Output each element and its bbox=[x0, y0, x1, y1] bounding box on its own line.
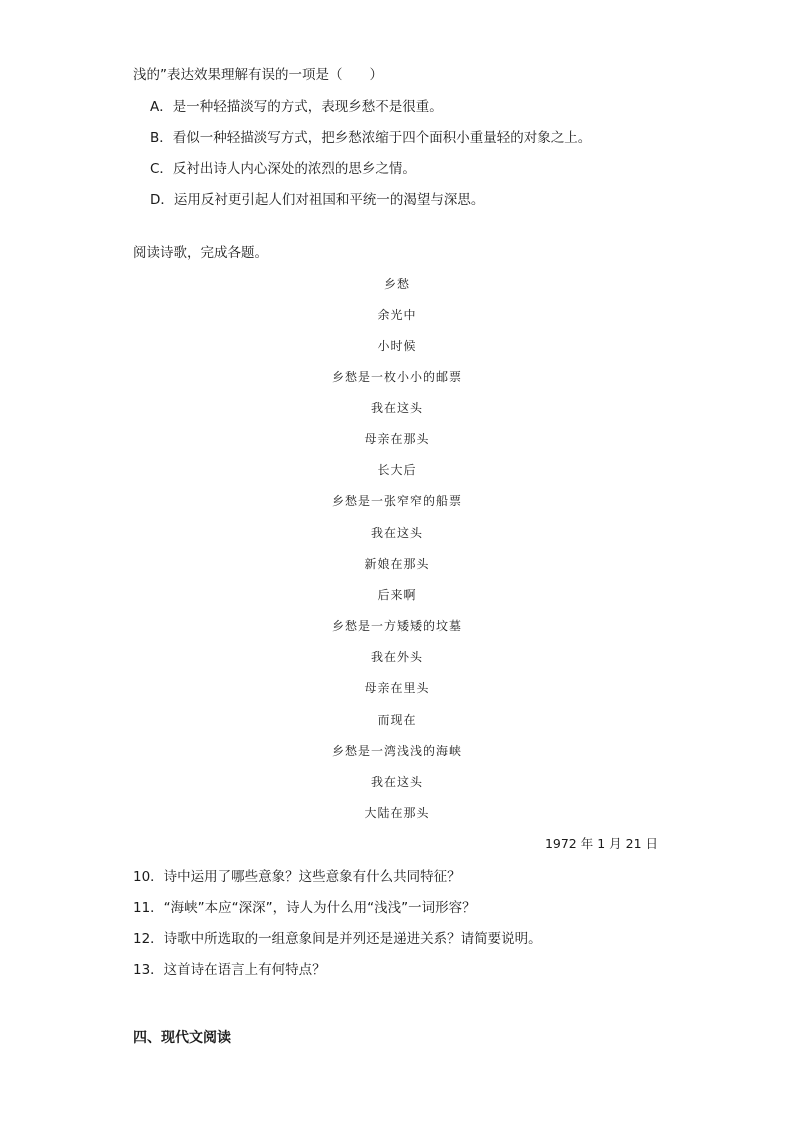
poem-date: 1972 年 1 月 21 日 bbox=[544, 836, 658, 851]
poem-author: 余光中 bbox=[377, 308, 417, 322]
question-13: 13．这首诗在语言上有何特点？ bbox=[133, 962, 326, 978]
poem-line: 长大后 bbox=[377, 463, 417, 477]
question-stem-tail: 浅的”表达效果理解有误的一项是（ ） bbox=[133, 67, 383, 83]
reading-instruction: 阅读诗歌，完成各题。 bbox=[133, 245, 268, 261]
poem-line: 乡愁是一张窄窄的船票 bbox=[331, 494, 462, 508]
question-12: 12．诗歌中所选取的一组意象间是并列还是递进关系？请简要说明。 bbox=[133, 931, 542, 947]
option-d: D．运用反衬更引起人们对祖国和平统一的渴望与深思。 bbox=[150, 192, 485, 208]
poem-line: 母亲在那头 bbox=[364, 432, 430, 446]
poem-line: 我在这头 bbox=[370, 401, 423, 415]
poem-line: 小时候 bbox=[377, 339, 417, 353]
poem-line: 乡愁是一方矮矮的坟墓 bbox=[331, 619, 462, 633]
poem-line: 我在这头 bbox=[370, 775, 423, 789]
section-heading: 四、现代文阅读 bbox=[133, 1030, 231, 1046]
question-11: 11．“海峡”本应“深深”，诗人为什么用“浅浅”一词形容？ bbox=[133, 900, 476, 916]
poem-line: 母亲在里头 bbox=[364, 681, 430, 695]
poem-line: 乡愁是一湾浅浅的海峡 bbox=[331, 744, 462, 758]
poem-line: 后来啊 bbox=[377, 588, 417, 602]
poem-line: 新娘在那头 bbox=[364, 557, 430, 571]
poem-line: 大陆在那头 bbox=[364, 806, 430, 820]
question-10: 10．诗中运用了哪些意象？这些意象有什么共同特征？ bbox=[133, 869, 461, 885]
poem-line: 而现在 bbox=[377, 713, 417, 727]
poem-line: 我在外头 bbox=[370, 650, 423, 664]
poem-line: 我在这头 bbox=[370, 526, 423, 540]
option-b: B．看似一种轻描淡写方式，把乡愁浓缩于四个面积小重量轻的对象之上。 bbox=[150, 130, 592, 146]
option-c: C．反衬出诗人内心深处的浓烈的思乡之情。 bbox=[150, 161, 416, 177]
poem-title: 乡愁 bbox=[383, 277, 410, 291]
option-a: A．是一种轻描淡写的方式，表现乡愁不是很重。 bbox=[150, 99, 443, 115]
poem-line: 乡愁是一枚小小的邮票 bbox=[331, 370, 462, 384]
